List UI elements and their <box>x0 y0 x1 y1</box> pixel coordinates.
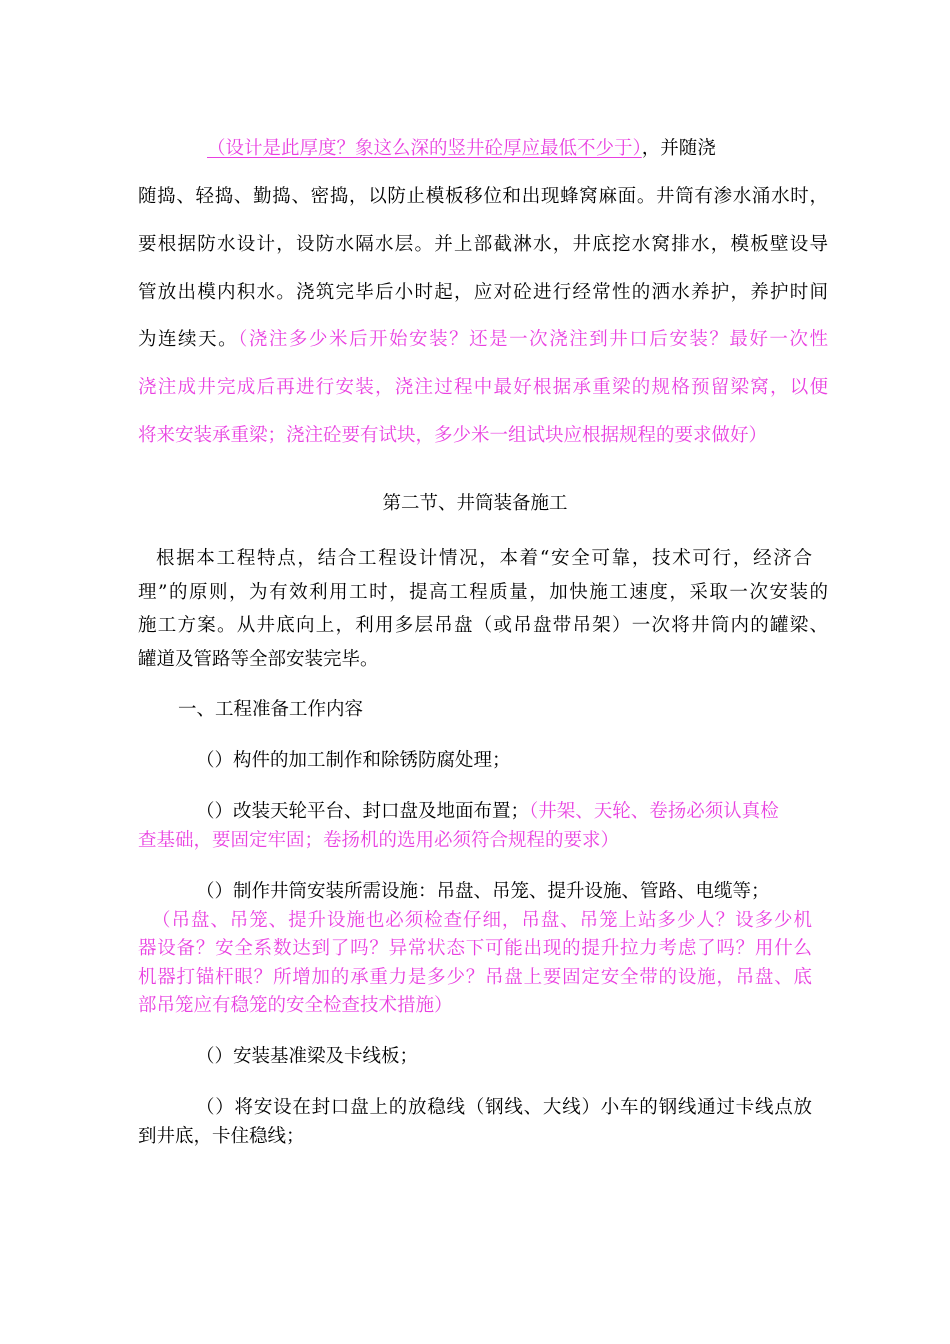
item-3-line-5: 部吊笼应有稳笼的安全检查技术措施） <box>138 995 453 1016</box>
section-title: 第二节、井筒装备施工 <box>382 493 568 514</box>
annotation-hoist-check: （井架、天轮、卷扬必须认真检 <box>529 801 779 822</box>
p2-line-3: 施工方案。从井底向上，利用多层吊盘（或吊盘带吊架）一次将井筒内的罐梁、 <box>138 615 828 636</box>
p1-line-5-text: 为连续天。 <box>138 329 239 350</box>
annotation-pour-start: （浇注多少米后开始安装？还是一次浇注到井口后安装？最好一次性 <box>238 329 828 350</box>
item-5-line-2: 到井底，卡住稳线； <box>138 1126 305 1147</box>
p1-line-4: 管放出模内积水。浇筑完毕后小时起，应对砼进行经常性的洒水养护，养护时间 <box>138 282 828 303</box>
annotation-thickness: （设计是此厚度？象这么深的竖井砼厚应最低不少于） <box>207 138 642 159</box>
item-3-line-4: 机器打锚杆眼？所增加的承重力是多少？吊盘上要固定安全带的设施，吊盘、底 <box>138 967 812 988</box>
p1-line-7: 将来安装承重梁；浇注砼要有试块，多少米一组试块应根据规程的要求做好） <box>138 425 768 446</box>
item-1: （）构件的加工制作和除锈防腐处理； <box>196 750 511 771</box>
sub-heading: 一、工程准备工作内容 <box>178 699 364 720</box>
p2-line-4: 罐道及管路等全部安装完毕。 <box>138 649 379 670</box>
item-2-line-1 <box>196 800 812 824</box>
item-3-line-3: 器设备？安全系数达到了吗？异常状态下可能出现的提升拉力考虑了吗？用什么 <box>138 938 812 959</box>
p1-line-6: 浇注成井完成后再进行安装，浇注过程中最好根据承重梁的规格预留梁窝，以便 <box>138 377 828 398</box>
p1-line-1-text: ，并随浇 <box>641 138 716 159</box>
p1-line-1 <box>207 137 767 161</box>
item-5-line-1: （）将安设在封口盘上的放稳线（钢线、大线）小车的钢线通过卡线点放 <box>196 1097 812 1118</box>
p1-line-3: 要根据防水设计，设防水隔水层。并上部截淋水，井底挖水窝排水，模板壁设导 <box>138 234 828 255</box>
item-3-line-2: （吊盘、吊笼、提升设施也必须检查仔细，吊盘、吊笼上站多少人？设多少机 <box>152 910 812 931</box>
item-4: （）安装基准梁及卡线板； <box>196 1046 419 1067</box>
item-3-line-1: （）制作井筒安装所需设施：吊盘、吊笼、提升设施、管路、电缆等； <box>196 881 770 902</box>
p1-line-2: 随捣、轻捣、勤捣、密捣，以防止模板移位和出现蜂窝麻面。井筒有渗水涌水时， <box>138 186 828 207</box>
p2-line-2: 理”的原则，为有效利用工时，提高工程质量，加快施工速度，采取一次安装的 <box>138 582 828 603</box>
p1-line-5 <box>138 328 828 352</box>
item-2-text: （）改装天轮平台、封口盘及地面布置； <box>196 801 530 822</box>
item-2-line-2: 查基础，要固定牢固；卷扬机的选用必须符合规程的要求） <box>138 830 620 851</box>
p2-line-1: 根据本工程特点，结合工程设计情况，本着“安全可靠，技术可行，经济合 <box>156 548 812 569</box>
